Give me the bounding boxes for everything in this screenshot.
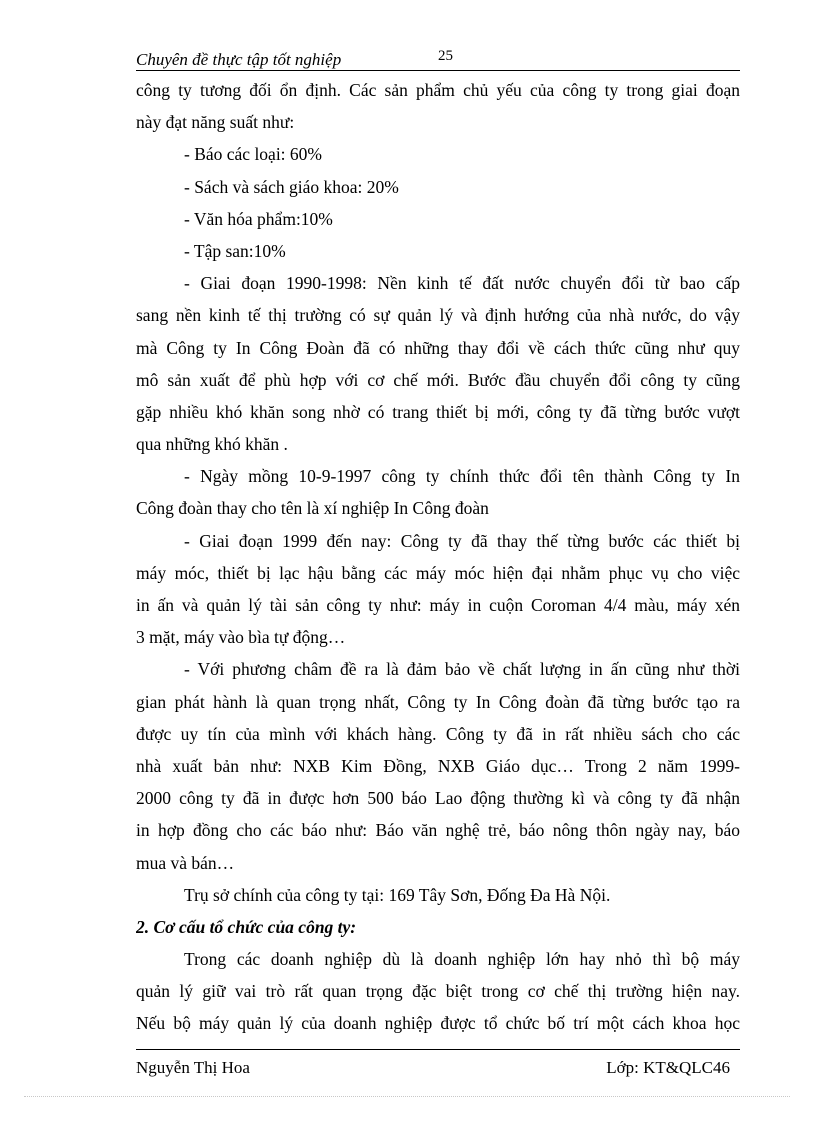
text-line: Trụ sở chính của công ty tại: 169 Tây Sơn, Đống Đa Hà Nội. xyxy=(184,884,611,905)
page-number: 25 xyxy=(438,48,453,64)
list-item: - Báo các loại: 60% xyxy=(184,144,323,165)
text-line: 3 mặt, máy vào bìa tự động… xyxy=(136,627,346,648)
text-line: Nếu bộ máy quản lý của doanh nghiệp được tổ chức bố trí một cách khoa học xyxy=(136,1013,740,1034)
page-footer xyxy=(136,1049,740,1080)
page-edge-divider xyxy=(24,1096,790,1097)
list-item: - Văn hóa phẩm:10% xyxy=(184,208,333,229)
body-text xyxy=(136,74,740,1040)
text-line: - Giai đoạn 1990-1998: Nền kinh tế đất nước chuyển đổi từ bao cấp xyxy=(184,273,740,294)
list-item: - Sách và sách giáo khoa: 20% xyxy=(184,176,399,197)
header-title: Chuyên đề thực tập tốt nghiệp xyxy=(136,50,342,69)
text-line: quản lý giữ vai trò rất quan trọng đặc biệt trong cơ chế thị trường hiện nay. xyxy=(136,981,740,1002)
text-line: 2000 công ty đã in được hơn 500 báo Lao động thường kì và công ty đã nhận xyxy=(136,788,740,809)
text-line: gặp nhiều khó khăn song nhờ có trang thiết bị mới, công ty đã từng bước vượt xyxy=(136,401,740,422)
text-line: mô sản xuất để phù hợp với cơ chế mới. Bước đầu chuyển đổi công ty cũng xyxy=(136,369,740,390)
section-heading: 2. Cơ cấu tổ chức của công ty: xyxy=(136,916,357,937)
list-item: - Tập san:10% xyxy=(184,240,286,261)
text-line: này đạt năng suất như: xyxy=(136,112,295,133)
text-line: Công đoàn thay cho tên là xí nghiệp In Công đoàn xyxy=(136,498,489,519)
text-line: - Với phương châm đề ra là đảm bảo về chất lượng in ấn cũng như thời xyxy=(184,659,740,680)
text-line: qua những khó khăn . xyxy=(136,434,288,455)
text-line: mà Công ty In Công Đoàn đã có những thay đổi về cách thức cũng như quy xyxy=(136,337,740,358)
text-line: in hợp đồng cho các báo như: Báo văn nghệ trẻ, báo nông thôn ngày nay, báo xyxy=(136,820,740,841)
text-line: in ấn và quản lý tài sản công ty như: máy in cuộn Coroman 4/4 màu, máy xén xyxy=(136,595,740,615)
text-line: - Giai đoạn 1999 đến nay: Công ty đã thay thế từng bước các thiết bị xyxy=(184,530,740,551)
text-line: Trong các doanh nghiệp dù là doanh nghiệp lớn hay nhỏ thì bộ máy xyxy=(184,949,740,970)
footer-author: Nguyễn Thị Hoa xyxy=(136,1058,250,1077)
text-line: được uy tín của mình với khách hàng. Công ty đã in rất nhiều sách cho các xyxy=(136,723,740,744)
text-line: - Ngày mồng 10-9-1997 công ty chính thức đổi tên thành Công ty In xyxy=(184,466,740,487)
page-header xyxy=(136,48,740,71)
text-line: gian phát hành là quan trọng nhất, Công ty In Công đoàn đã từng bước tạo ra xyxy=(136,691,740,712)
text-line: công ty tương đối ổn định. Các sản phẩm chủ yếu của công ty trong giai đoạn xyxy=(136,80,740,100)
footer-class: Lớp: KT&QLC46 xyxy=(606,1058,730,1077)
text-line: máy móc, thiết bị lạc hậu bằng các máy móc hiện đại nhằm phục vụ cho việc xyxy=(136,562,740,583)
text-line: sang nền kinh tế thị trường có sự quản lý và định hướng của nhà nước, do vậy xyxy=(136,305,740,326)
text-line: nhà xuất bản như: NXB Kim Đồng, NXB Giáo dục… Trong 2 năm 1999- xyxy=(136,755,740,776)
text-line: mua và bán… xyxy=(136,852,235,873)
